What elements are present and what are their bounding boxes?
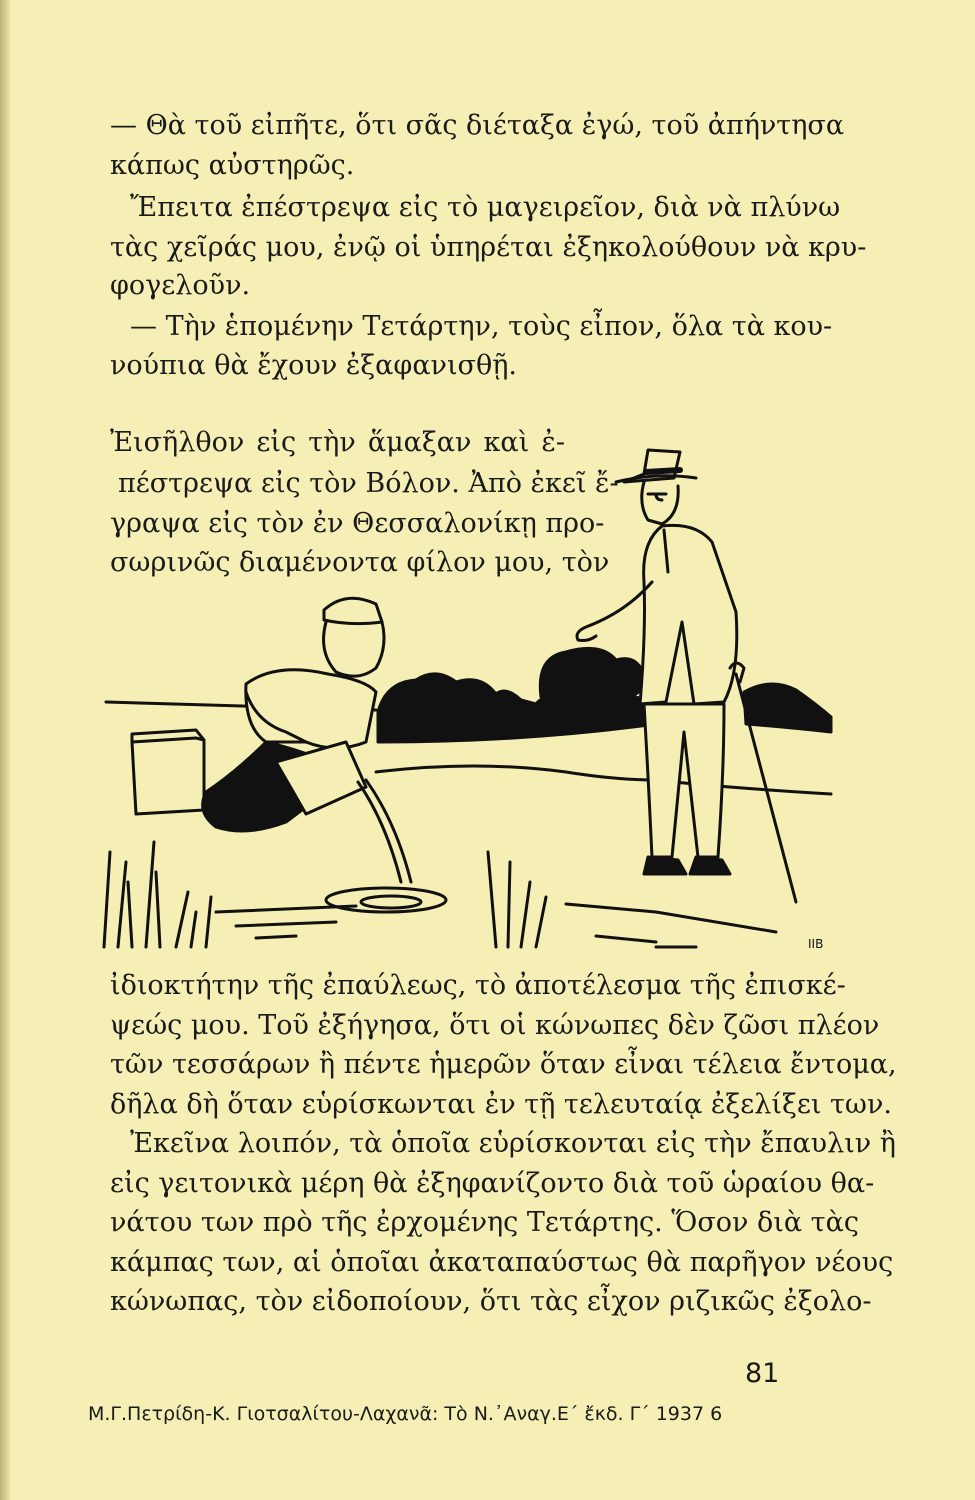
shoes: [644, 857, 730, 874]
text-line: ἰδιοκτήτην τῆς ἐπαύλεως, τὸ ἀποτέλεσμα τῆς ἐπισκέ-: [110, 970, 846, 1001]
glasses: [648, 494, 666, 500]
illustration-gardener-and-gentleman: [96, 442, 836, 967]
gentleman-head: [642, 482, 678, 524]
text-line: νάτου των πρὸ τῆς ἐρχομένης Τετάρτης. Ὅσον διὰ τὰς: [110, 1207, 859, 1238]
gentleman-arm-outstretched: [577, 582, 652, 641]
water-stream-2: [366, 780, 411, 882]
page-spine-shadow: [0, 0, 10, 1500]
text-line: ψεώς μου. Τοῦ ἐξήγησα, ὅτι οἱ κώνωπες δὲν ζῶσι πλέον: [110, 1010, 880, 1041]
hat-band: [646, 470, 680, 472]
text-line: Ἐισῆλθον εἰς τὴν ἅμαξαν καὶ ἐ-: [110, 427, 565, 458]
text-line: — Θὰ τοῦ εἰπῆτε, ὅτι σᾶς διέταξα ἐγώ, τοῦ ἀπήντησα: [110, 110, 845, 141]
print-footer: Μ.Γ.Πετρίδη-Κ. Γιοτσαλίτου-Λαχανᾶ: Τὸ Ν.᾿Αναγ.Ε´ ἔκδ. Γ´ 1937 6: [88, 1403, 723, 1425]
text-line: κάπως αὐστηρῶς.: [110, 150, 355, 181]
text-line: κώνωπας, τὸν εἰδοποίουν, ὅτι τὰς εἶχον ριζικῶς ἐξολο-: [110, 1286, 872, 1317]
gardener-head: [324, 622, 384, 676]
gardener-shirt: [246, 670, 376, 748]
text-line: κάμπας των, αἱ ὁποῖαι ἀκαταπαύστως θὰ παρῆγον νέους: [110, 1247, 894, 1278]
text-line: σωρινῶς διαμένοντα φίλον μου, τὸν: [110, 547, 610, 578]
text-line: φογελοῦν.: [110, 270, 251, 301]
illustrator-signature: ΙΙΒ: [808, 937, 824, 951]
text-line: τὰς χεῖράς μου, ἐνῷ οἱ ὑπηρέται ἐξηκολούθουν νὰ κρυ-: [110, 232, 867, 263]
text-line: γραψα εἰς τὸν ἐν Θεσσαλονίκῃ προ-: [110, 508, 605, 539]
right-bush: [744, 684, 831, 732]
text-line: τῶν τεσσάρων ἢ πέντε ἡμερῶν ὅταν εἶναι τέλεια ἔντομα,: [110, 1049, 897, 1080]
path-line: [376, 766, 656, 780]
text-line: νούπια θὰ ἔχουν ἐξαφανισθῇ.: [110, 350, 517, 381]
crate: [132, 730, 204, 814]
page-number: 81: [745, 1358, 780, 1389]
reeds-left: [104, 842, 211, 947]
gardener-cap: [324, 598, 382, 623]
text-line: δῆλα δὴ ὅταν εὑρίσκωνται ἐν τῇ τελευταίᾳ ἐξελίξει των.: [110, 1089, 892, 1120]
gentleman-trousers: [644, 704, 724, 857]
field-line: [656, 780, 831, 794]
reeds-right: [488, 852, 546, 947]
splash-ripple-inner: [361, 896, 421, 908]
text-line: εἰς γειτονικὰ μέρη θὰ ἐξηφανίζοντο διὰ τοῦ ὡραίου θα-: [110, 1168, 875, 1199]
text-line: Ἔπειτα ἐπέστρεψα εἰς τὸ μαγειρεῖον, διὰ νὰ πλύνω: [130, 192, 841, 223]
text-line: — Τὴν ἑπομένην Τετάρτην, τοὺς εἶπον, ὅλα τὰ κου-: [130, 311, 833, 342]
text-line: πέστρεψα εἰς τὸν Βόλον. Ἀπὸ ἐκεῖ ἔ-: [118, 468, 619, 499]
gentleman-jacket: [640, 525, 737, 704]
text-line: Ἐκεῖνα λοιπόν, τὰ ὁποῖα εὑρίσκονται εἰς τὴν ἔπαυλιν ἢ: [130, 1128, 896, 1159]
tree-silhouette: [540, 648, 644, 700]
